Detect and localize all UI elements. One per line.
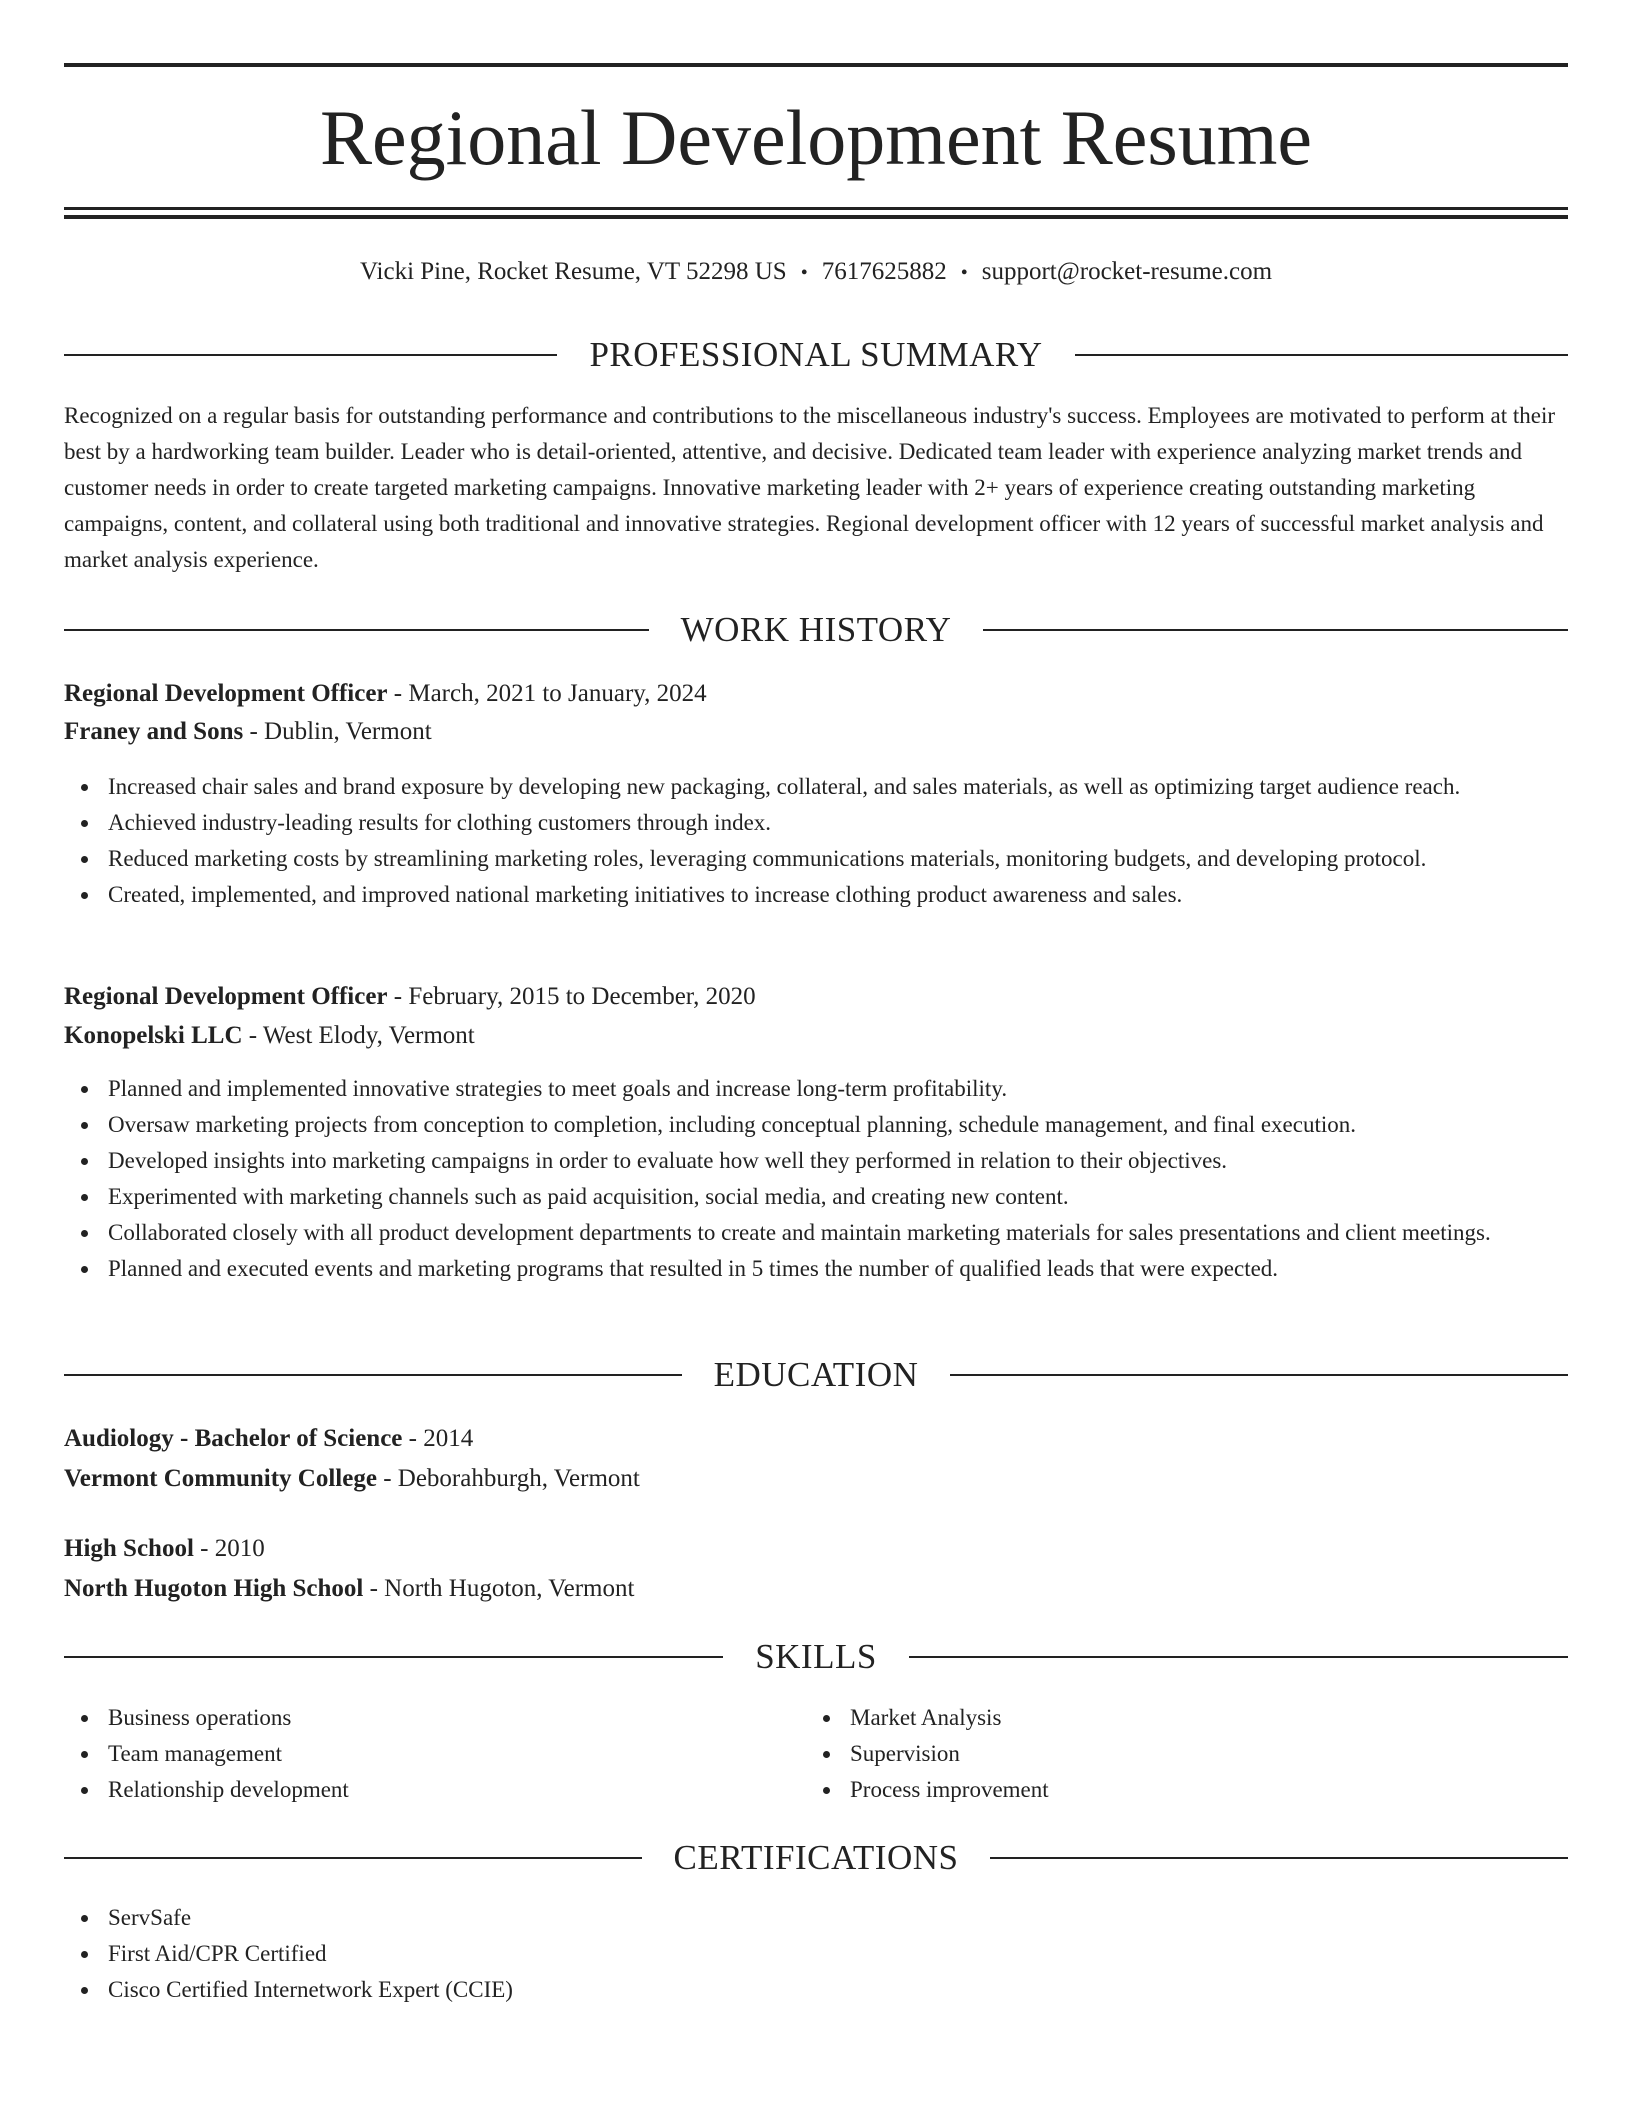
- job-company-line: [64, 1017, 1568, 1055]
- contact-separator: •: [800, 262, 808, 284]
- education-school: Vermont Community College: [64, 1465, 377, 1492]
- education-year: - 2014: [402, 1425, 474, 1452]
- education-location: - Deborahburgh, Vermont: [376, 1465, 640, 1492]
- section-heading-skills: [64, 1632, 1568, 1682]
- heading-rule: [983, 629, 1568, 631]
- page-title: Regional Development Resume: [319, 94, 1313, 181]
- skills-list-right: [806, 1700, 1632, 1808]
- list-item: Developed insights into marketing campaigns in order to evaluate how well they performed in relation to their objectives.: [64, 1143, 1568, 1179]
- heading-rule: [1075, 354, 1568, 356]
- title-rule-upper: [64, 207, 1568, 210]
- list-item: Created, implemented, and improved national marketing initiatives to increase clothing product awareness and sales.: [64, 877, 1568, 913]
- heading-rule: [950, 1374, 1568, 1376]
- job-title-line: [64, 675, 1568, 713]
- list-item: Collaborated closely with all product development departments to create and maintain marketing materials for sales presentations and client meetings.: [64, 1215, 1568, 1251]
- section-heading-summary: [64, 330, 1568, 380]
- skill-item: Process improvement: [806, 1772, 1632, 1808]
- certifications-list: [64, 1900, 1568, 2008]
- list-item: Planned and executed events and marketing programs that resulted in 5 times the number of qualified leads that were expected.: [64, 1251, 1568, 1287]
- job-bullets: [64, 1071, 1568, 1287]
- contact-phone: 7617625882: [821, 258, 947, 285]
- heading-rule: [64, 1656, 723, 1658]
- job-dates: - March, 2021 to January, 2024: [387, 680, 707, 707]
- education-degree-line: [64, 1530, 1568, 1568]
- education-school-line: [64, 1460, 1568, 1498]
- heading-rule: [64, 1857, 642, 1859]
- job-location: - West Elody, Vermont: [242, 1022, 475, 1049]
- education-school-line: [64, 1570, 1568, 1608]
- job-company: Konopelski LLC: [64, 1022, 243, 1049]
- section-title: SKILLS: [755, 1637, 877, 1676]
- section-heading-work: [64, 605, 1568, 655]
- job-dates: - February, 2015 to December, 2020: [387, 983, 756, 1010]
- job-company: Franey and Sons: [64, 718, 244, 745]
- section-title: EDUCATION: [713, 1355, 919, 1394]
- skill-item: Relationship development: [64, 1772, 1568, 1808]
- certification-item: First Aid/CPR Certified: [64, 1936, 1568, 1972]
- contact-line: [64, 255, 1568, 290]
- contact-address: Vicki Pine, Rocket Resume, VT 52298 US: [359, 258, 787, 285]
- section-title: PROFESSIONAL SUMMARY: [589, 335, 1043, 374]
- skill-item: Supervision: [806, 1736, 1632, 1772]
- list-item: Oversaw marketing projects from conception to completion, including conceptual planning, schedule management, and final execution.: [64, 1107, 1568, 1143]
- education-year: - 2010: [193, 1535, 265, 1562]
- section-title: WORK HISTORY: [680, 610, 952, 649]
- contact-email: support@rocket-resume.com: [981, 258, 1273, 285]
- list-item: Increased chair sales and brand exposure by developing new packaging, collateral, and sales materials, as well as optimizing target audience reach.: [64, 769, 1568, 805]
- job-company-line: [64, 713, 1568, 751]
- summary-text: Recognized on a regular basis for outstanding performance and contributions to the miscellaneous industry's success. Employees are motivated to perform at their best by a hardworking team builder. Leader who is detail-oriented, attentive, and decisive. Dedicated team leader with experience analyzing market trends and customer needs in order to create targeted marketing campaigns. Innovative marketing leader with 2+ years of experience creating outstanding marketing campaigns, content, and collateral using both traditional and innovative strategies. Regional development officer with 12 years of successful market analysis and market analysis experience.: [64, 403, 1556, 572]
- heading-rule: [64, 1374, 682, 1376]
- education-degree: Audiology - Bachelor of Science: [64, 1425, 403, 1452]
- skill-item: Business operations: [64, 1700, 1568, 1736]
- job-role: Regional Development Officer: [64, 680, 388, 707]
- top-rule: [64, 63, 1568, 67]
- certification-item: ServSafe: [64, 1900, 1568, 1936]
- education-school: North Hugoton High School: [64, 1575, 364, 1602]
- education-degree: High School: [64, 1535, 194, 1562]
- education-degree-line: [64, 1420, 1568, 1458]
- job-role: Regional Development Officer: [64, 983, 388, 1010]
- section-heading-certifications: [64, 1833, 1568, 1883]
- title-rule-lower: [64, 215, 1568, 219]
- list-item: Achieved industry-leading results for clothing customers through index.: [64, 805, 1568, 841]
- heading-rule: [64, 629, 649, 631]
- heading-rule: [990, 1857, 1568, 1859]
- list-item: Planned and implemented innovative strategies to meet goals and increase long-term profitability.: [64, 1071, 1568, 1107]
- skill-item: Market Analysis: [806, 1700, 1632, 1736]
- section-heading-education: [64, 1350, 1568, 1400]
- job-location: - Dublin, Vermont: [243, 718, 432, 745]
- job-title-line: [64, 978, 1568, 1016]
- contact-separator: •: [960, 262, 968, 284]
- job-bullets: [64, 769, 1568, 913]
- education-location: - North Hugoton, Vermont: [363, 1575, 635, 1602]
- heading-rule: [909, 1656, 1568, 1658]
- list-item: Experimented with marketing channels such as paid acquisition, social media, and creating new content.: [64, 1179, 1568, 1215]
- skill-item: Team management: [64, 1736, 1568, 1772]
- heading-rule: [64, 354, 557, 356]
- list-item: Reduced marketing costs by streamlining marketing roles, leveraging communications materials, monitoring budgets, and developing protocol.: [64, 841, 1568, 877]
- section-title: CERTIFICATIONS: [673, 1838, 959, 1877]
- certification-item: Cisco Certified Internetwork Expert (CCIE): [64, 1972, 1568, 2008]
